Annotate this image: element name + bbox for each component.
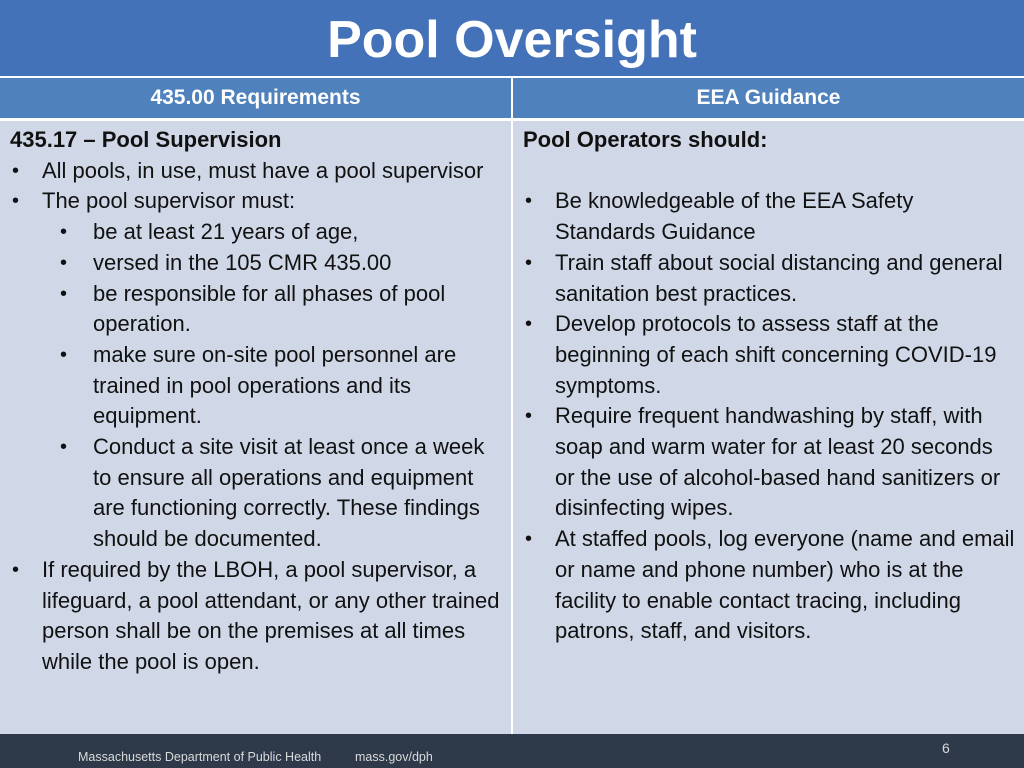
bullet-icon: • (60, 221, 68, 244)
bullet-icon: • (60, 251, 68, 274)
bullet-icon: • (525, 190, 533, 213)
list-item: • If required by the LBOH, a pool supervisor, a lifeguard, a pool attendant, or any other trained person shall be on the premises at all times while the pool is open. (12, 556, 500, 674)
comparison-table (0, 76, 1024, 734)
list-item: • All pools, in use, must have a pool supervisor (10, 156, 505, 187)
page-title: Pool Oversight (327, 11, 697, 69)
bullet-icon: • (60, 282, 68, 305)
column-header-guidance: EEA Guidance (513, 76, 1024, 118)
footer (0, 734, 1024, 768)
requirements-list (10, 156, 505, 678)
list-item: • Require frequent handwashing by staff, with soap and warm water for at least 20 seconds or the use of alcohol-based hand sanitizers or disinfecting wipes. (525, 403, 1001, 521)
bullet-icon: • (12, 558, 20, 581)
list-item: • Develop protocols to assess staff at the beginning of each shift concerning COVID-19 symptoms. (525, 311, 997, 398)
list-item: • versed in the 105 CMR 435.00 (10, 248, 505, 279)
list-item: • At staffed pools, log everyone (name and email or name and phone number) who is at the facility to enable contact tracing, including patrons, staff, and visitors. (525, 526, 1015, 644)
spacer (523, 156, 1018, 187)
bullet-icon: • (525, 251, 533, 274)
guidance-heading: Pool Operators should: (523, 127, 768, 152)
column-divider (511, 76, 513, 734)
list-item: • The pool supervisor must: (10, 186, 505, 217)
list-item: • Conduct a site visit at least once a week to ensure all operations and equipment are functioning correctly. These findings should be documented. (60, 434, 485, 552)
column-header-requirements: 435.00 Requirements (0, 76, 511, 118)
bullet-icon: • (12, 159, 20, 182)
bullet-icon: • (525, 313, 533, 336)
list-item: • Be knowledgeable of the EEA Safety Standards Guidance (525, 188, 914, 245)
list-item: • be at least 21 years of age, (10, 217, 505, 248)
bullet-icon: • (60, 343, 68, 366)
guidance-cell (513, 121, 1024, 734)
footer-url: mass.gov/dph (355, 750, 433, 764)
bullet-icon: • (12, 190, 20, 213)
page-number: 6 (942, 740, 950, 756)
list-item: • be responsible for all phases of pool operation. (60, 280, 446, 337)
requirements-heading: 435.17 – Pool Supervision (10, 127, 282, 152)
list-item: • make sure on-site pool personnel are trained in pool operations and its equipment. (60, 341, 457, 429)
requirements-cell (0, 121, 511, 734)
list-item: • Train staff about social distancing and general sanitation best practices. (525, 249, 1003, 306)
bullet-icon: • (525, 528, 533, 551)
guidance-list (523, 186, 1018, 647)
footer-org: Massachusetts Department of Public Health (78, 750, 322, 764)
bullet-icon: • (60, 436, 68, 459)
bullet-icon: • (525, 405, 533, 428)
